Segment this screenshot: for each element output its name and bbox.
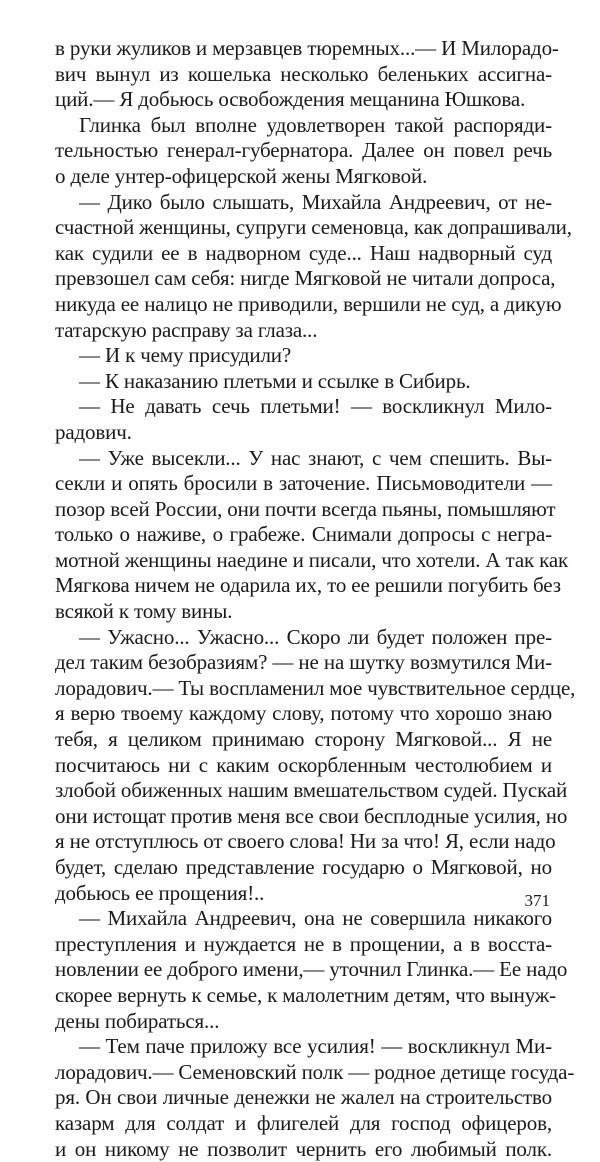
text-line: о деле унтер-офицерской жены Мягковой. (55, 163, 428, 188)
text-line: — Уже высекли... У нас знают, с чем спешить. Вы- (79, 445, 552, 470)
text-line: тебя, я целиком принимаю сторону Мягковой... Я не (55, 727, 552, 752)
text-line: казарм для солдат и флигелей для господ офицеров, (55, 1110, 552, 1135)
text-line: татарскую расправу за глаза... (55, 317, 318, 342)
text-line: — Михайла Андреевич, она не совершила никакого (79, 906, 552, 931)
text-line: тельностью генерал-губернатора. Далее он повел речь (55, 138, 552, 163)
text-line: позор всей России, они почти всегда пьяны, помышляют (55, 496, 556, 521)
text-line: лорадович.— Ты воспламенил мое чувствительное сердце, (55, 675, 576, 700)
text-line: дены побираться... (55, 1008, 220, 1033)
text-line: новлении ее доброго имени,— уточнил Глинка.— Ее надо (55, 957, 568, 982)
page-number: 371 (524, 891, 550, 910)
page-body (55, 36, 576, 1162)
text-line: преступления и нуждается не в прощении, а в восста- (55, 931, 552, 956)
text-line: ря. Он свои личные денежки не жалел на строительство (55, 1085, 552, 1110)
text-line: — И к чему присудили? (79, 343, 292, 368)
text-line: дел таким безобразиям? — не на шутку возмутился Ми- (55, 650, 552, 675)
text-line: никуда ее налицо не приводили, вершили не суд, а дикую (55, 291, 562, 316)
text-line: они истощат против меня все свои бесплодные усилия, но (55, 803, 568, 828)
text-line: превзошел сам себя: нигде Мягковой не читали допроса, (55, 266, 556, 291)
text-line: секли и опять бросили в заточение. Письмоводители — (55, 471, 552, 496)
text-line: только о наживе, о грабеже. Снимали допросы с негра- (55, 522, 552, 547)
text-line: лорадович.— Семеновский полк — родное детище госуда- (55, 1059, 575, 1084)
text-line: посчитаюсь ни с каким оскорбленным честолюбием и (55, 752, 552, 777)
text-line: в руки жуликов и мерзавцев тюремных...— И Милорадо- (55, 36, 559, 60)
text-line: и он никому не позволит чернить его любимый полк. (55, 1136, 552, 1161)
text-line: будет, сделаю представление государю о Мягковой, но (55, 855, 552, 879)
text-line: я верю твоему каждому слову, потому что хорошо знаю (55, 701, 552, 726)
text-line: мотной женщины наедине и писали, что хотели. А так как (55, 547, 569, 572)
text-line: — Не давать сечь плетьми! — воскликнул Мило- (79, 394, 552, 419)
text-line: как судили ее в надворном суде... Наш надворный суд (55, 240, 552, 265)
text-line: я не отступлюсь от своего слова! Ни за что! Я, если надо (55, 829, 556, 854)
text-line: — Ужасно... Ужасно... Скоро ли будет положен пре- (79, 624, 552, 649)
text-line: скорее вернуть к семье, к малолетним детям, что вынуж- (55, 982, 556, 1007)
text-line: счастной женщины, супруги семеновца, как допрашивали, (55, 215, 572, 240)
text-line: — Тем паче приложу все усилия! — воскликнул Ми- (79, 1034, 552, 1059)
text-line: всякой к тому вины. (55, 599, 233, 624)
text-line: злобой обиженных нашим вмешательством судей. Пускай (55, 778, 568, 803)
text-line: Глинка был вполне удовлетворен такой распоряди- (79, 112, 552, 137)
text-line: добьюсь ее прощения!.. (55, 880, 265, 905)
text-line: ций.— Я добьюсь освобождения мещанина Юшкова. (55, 87, 526, 112)
text-line: Мягкова ничем не одарила их, то ее решили погубить без (55, 573, 561, 598)
text-line: — Дико было слышать, Михайла Андреевич, от не- (79, 189, 552, 214)
text-line: — К наказанию плетьми и ссылке в Сибирь. (79, 368, 471, 393)
text-line: радович. (55, 419, 132, 444)
text-line: вич вынул из кошелька несколько беленьких ассигна- (55, 61, 552, 86)
